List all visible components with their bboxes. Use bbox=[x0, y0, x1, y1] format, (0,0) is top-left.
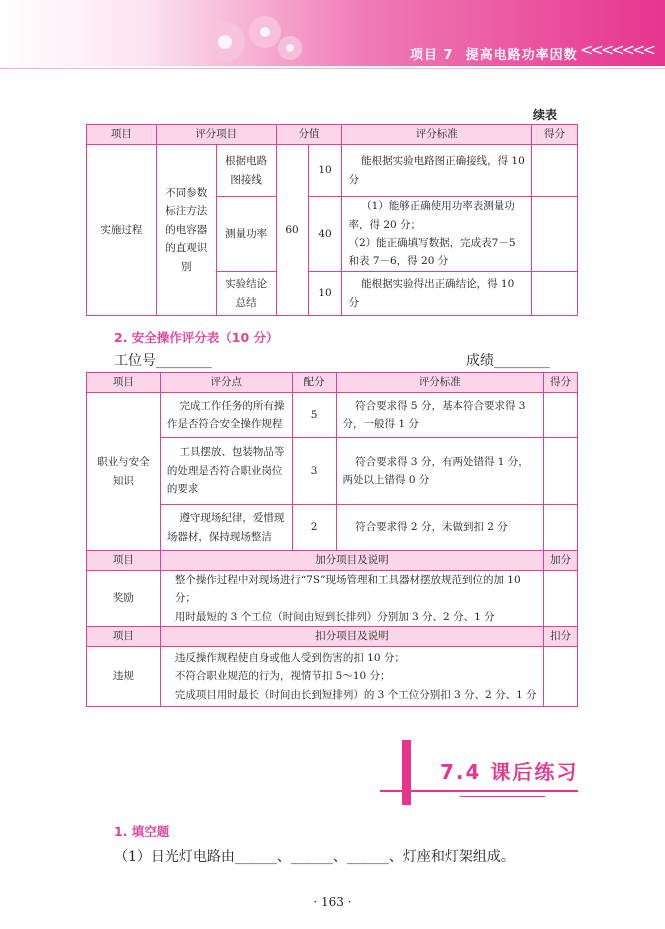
section-title: 2. 安全操作评分表（10 分） bbox=[114, 330, 279, 345]
score-cell: 10 bbox=[308, 272, 342, 316]
header-cell: 配分 bbox=[292, 373, 336, 393]
result-cell bbox=[544, 393, 578, 438]
item-cell: 测量功率 bbox=[216, 197, 276, 272]
header-arrows: <<<<<<< bbox=[580, 40, 653, 59]
header-cell: 分值 bbox=[276, 125, 342, 145]
score-cell: 10 bbox=[308, 145, 342, 197]
exercise-underline-short bbox=[460, 796, 545, 797]
scoring-table bbox=[86, 124, 578, 316]
exercise-title: 7.4 课后练习 bbox=[440, 760, 579, 784]
header-cell: 评分标准 bbox=[336, 373, 544, 393]
point-cell: 遵守现场纪律，爱惜现场器材，保持现场整洁 bbox=[160, 505, 292, 551]
point-cell: 完成工作任务的所有操作是否符合安全操作规程 bbox=[160, 393, 292, 438]
score-cell: 2 bbox=[292, 505, 336, 551]
exercise-underline bbox=[380, 790, 578, 792]
result-cell bbox=[544, 438, 578, 505]
bonus-item-cell: 奖励 bbox=[87, 571, 161, 627]
result-cell bbox=[532, 145, 578, 197]
penalty-desc-cell: 违反操作规程使自身或他人受到伤害的扣 10 分； 不符合职业规范的行为，视情节扣 5～10 分； 完成项目用时最长（时间由长到短排列）的 3 个工位分别扣 3 分、2 分、1 分 bbox=[160, 647, 543, 707]
continued-label: 续表 bbox=[533, 108, 558, 122]
question-1: （1）日光灯电路由______、______、______、灯座和灯架组成。 bbox=[114, 849, 515, 865]
standard-cell: 符合要求得 5 分，基本符合要求得 3 分，一般得 1 分 bbox=[336, 393, 544, 438]
total-score-cell: 60 bbox=[276, 145, 308, 316]
header-cell: 项目 bbox=[87, 373, 161, 393]
header-cell: 项目 bbox=[87, 551, 161, 571]
standard-cell: 能根据实验得出正确结论，得 10 分 bbox=[342, 272, 532, 316]
result-cell bbox=[532, 272, 578, 316]
standard-cell: 符合要求得 2 分，未做到扣 2 分 bbox=[336, 505, 544, 551]
score-cell: 3 bbox=[292, 438, 336, 505]
category-cell: 职业与安全知识 bbox=[87, 393, 161, 551]
header-cell: 扣分 bbox=[544, 627, 578, 647]
item-cell: 实验结论总结 bbox=[216, 272, 276, 316]
header-cell: 项目 bbox=[87, 125, 157, 145]
result-cell bbox=[544, 647, 578, 707]
bonus-desc-cell: 整个操作过程中对现场进行“7S”现场管理和工具器材摆放规范到位的加 10 分； 用时最短的 3 个工位（时间由短到长排列）分别加 3 分、2 分、1 分 bbox=[160, 571, 543, 627]
standard-cell: 符合要求得 3 分，有两处错得 1 分，两处以上错得 0 分 bbox=[336, 438, 544, 505]
score-cell: 40 bbox=[308, 197, 342, 272]
result-cell bbox=[544, 505, 578, 551]
header-cell: 加分 bbox=[544, 551, 578, 571]
page-number: · 163 · bbox=[313, 895, 352, 909]
standard-cell: 能根据实验电路图正确接线，得 10 分 bbox=[342, 145, 532, 197]
station-label: 工位号________ bbox=[114, 353, 212, 369]
fill-blank-title: 1. 填空题 bbox=[114, 824, 170, 839]
item-cell: 根据电路图接线 bbox=[216, 145, 276, 197]
header-title: 项目 7 提高电路功率因数 bbox=[410, 48, 578, 63]
category-cell: 实施过程 bbox=[87, 145, 157, 316]
gears-icon bbox=[190, 10, 310, 65]
header-cell: 评分项目 bbox=[156, 125, 276, 145]
header-divider bbox=[0, 68, 665, 69]
header-cell: 评分标准 bbox=[342, 125, 532, 145]
header-cell: 得分 bbox=[544, 373, 578, 393]
header-cell: 得分 bbox=[532, 125, 578, 145]
grade-label: 成绩________ bbox=[466, 353, 550, 369]
penalty-item-cell: 违规 bbox=[87, 647, 161, 707]
exercise-accent-bar bbox=[402, 740, 411, 805]
header-cell: 扣分项目及说明 bbox=[160, 627, 543, 647]
header-cell: 加分项目及说明 bbox=[160, 551, 543, 571]
header-cell: 项目 bbox=[87, 627, 161, 647]
score-cell: 5 bbox=[292, 393, 336, 438]
group-cell: 不同参数标注方法的电容器的直观识别 bbox=[156, 145, 216, 316]
safety-table bbox=[86, 372, 578, 707]
result-cell bbox=[532, 197, 578, 272]
point-cell: 工具摆放、包装物品等的处理是否符合职业岗位的要求 bbox=[160, 438, 292, 505]
header-cell: 评分点 bbox=[160, 373, 292, 393]
standard-cell: （1）能够正确使用功率表测量功率，得 20 分； （2）能正确填写数据，完成表7－5和表 7－6，得 20 分 bbox=[342, 197, 532, 272]
result-cell bbox=[544, 571, 578, 627]
